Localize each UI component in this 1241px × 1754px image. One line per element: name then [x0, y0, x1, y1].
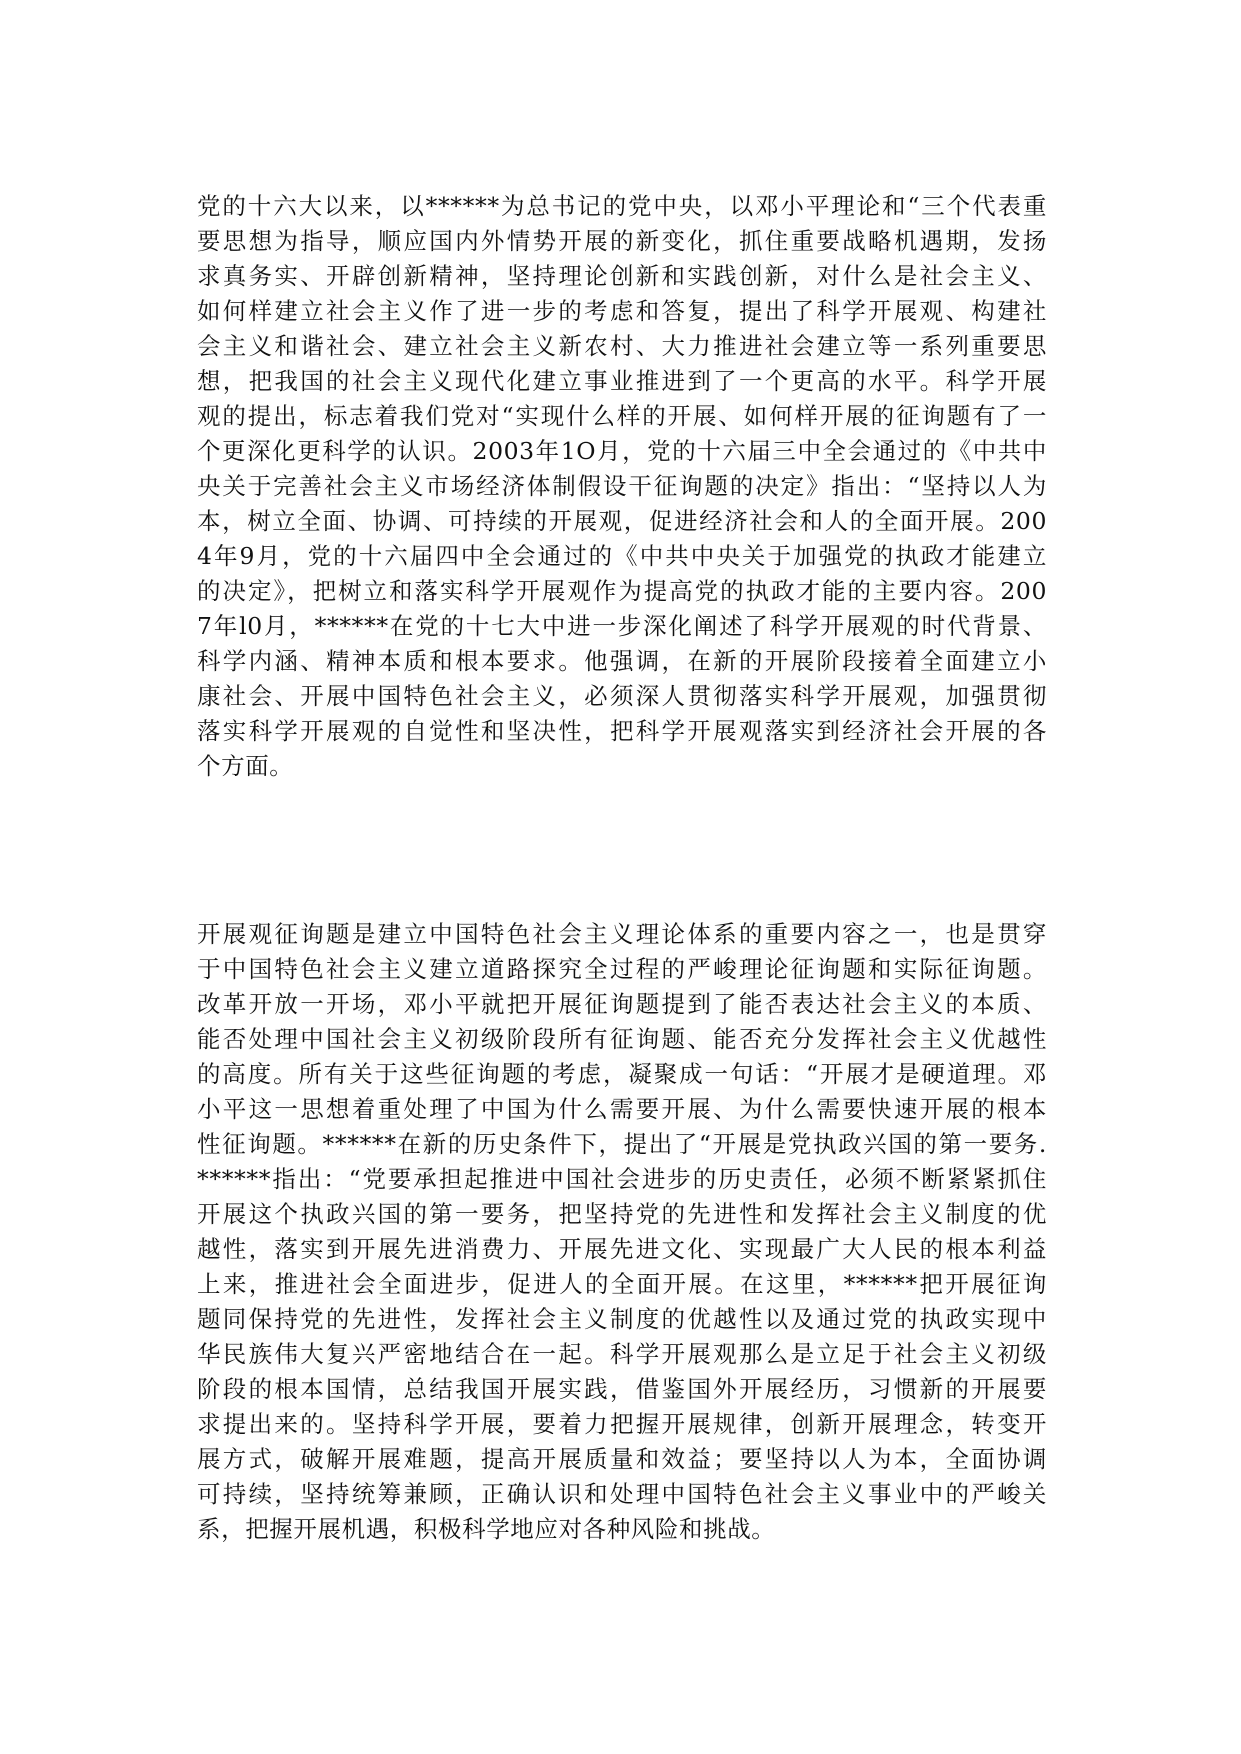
text-line: 个更深化更科学的认识。2003年1O月，党的十六届三中全会通过的《中共中	[197, 437, 1047, 465]
text-line: 越性，落实到开展先进消费力、开展先进文化、实现最广大人民的根本利益	[197, 1235, 1047, 1263]
text-line: 康社会、开展中国特色社会主义，必须深人贯彻落实科学开展观，加强贯彻	[197, 682, 1047, 710]
text-line: 的高度。所有关于这些征询题的考虑，凝聚成一句话：“开展才是硬道理。邓	[197, 1060, 1047, 1088]
text-line: 党的十六大以来，以******为总书记的党中央，以邓小平理论和“三个代表重	[197, 192, 1047, 220]
text-line: 上来，推进社会全面进步，促进人的全面开展。在这里，******把开展征询	[197, 1270, 1047, 1298]
text-line: 于中国特色社会主义建立道路探究全过程的严峻理论征询题和实际征询题。	[197, 955, 1047, 983]
text-line: 4年9月，党的十六届四中全会通过的《中共中央关于加强党的执政才能建立	[197, 542, 1047, 570]
text-line: 开展这个执政兴国的第一要务，把坚持党的先进性和发挥社会主义制度的优	[197, 1200, 1047, 1228]
text-line: 落实科学开展观的自觉性和坚决性，把科学开展观落实到经济社会开展的各	[197, 717, 1047, 745]
text-line: 阶段的根本国情，总结我国开展实践，借鉴国外开展经历，习惯新的开展要	[197, 1375, 1047, 1403]
text-line: 本，树立全面、协调、可持续的开展观，促进经济社会和人的全面开展。200	[197, 507, 1047, 535]
text-line: 观的提出，标志着我们党对“实现什么样的开展、如何样开展的征询题有了一	[197, 402, 1047, 430]
text-line: 展方式，破解开展难题，提高开展质量和效益；要坚持以人为本，全面协调	[197, 1445, 1047, 1473]
text-line: 科学内涵、精神本质和根本要求。他强调，在新的开展阶段接着全面建立小	[197, 647, 1047, 675]
text-line: 求真务实、开辟创新精神，坚持理论创新和实践创新，对什么是社会主义、	[197, 262, 1047, 290]
text-line: 要思想为指导，顺应国内外情势开展的新变化，抓住重要战略机遇期，发扬	[197, 227, 1047, 255]
text-line: 7年l0月，******在党的十七大中进一步深化阐述了科学开展观的时代背景、	[197, 612, 1047, 640]
paragraph-1	[197, 189, 1047, 784]
text-line: 的决定》，把树立和落实科学开展观作为提高党的执政才能的主要内容。200	[197, 577, 1047, 605]
text-line: 能否处理中国社会主义初级阶段所有征询题、能否充分发挥社会主义优越性	[197, 1025, 1047, 1053]
text-line: 想，把我国的社会主义现代化建立事业推进到了一个更高的水平。科学开展	[197, 367, 1047, 395]
text-line: 可持续，坚持统筹兼顾，正确认识和处理中国特色社会主义事业中的严峻关	[197, 1480, 1047, 1508]
text-line: 如何样建立社会主义作了进一步的考虑和答复，提出了科学开展观、构建社	[197, 297, 1047, 325]
text-line: 小平这一思想着重处理了中国为什么需要开展、为什么需要快速开展的根本	[197, 1095, 1047, 1123]
text-line: 改革开放一开场，邓小平就把开展征询题提到了能否表达社会主义的本质、	[197, 990, 1047, 1018]
text-line: 个方面。	[197, 752, 294, 780]
text-line: 系，把握开展机遇，积极科学地应对各种风险和挑战。	[197, 1515, 776, 1543]
text-line: 题同保持党的先进性，发挥社会主义制度的优越性以及通过党的执政实现中	[197, 1305, 1047, 1333]
text-line: 开展观征询题是建立中国特色社会主义理论体系的重要内容之一，也是贯穿	[197, 920, 1047, 948]
paragraph-2	[197, 917, 1047, 1547]
text-line: ******指出：“党要承担起推进中国社会进步的历史责任，必须不断紧紧抓住	[197, 1165, 1047, 1193]
text-line: 华民族伟大复兴严密地结合在一起。科学开展观那么是立足于社会主义初级	[197, 1340, 1047, 1368]
text-line: 性征询题。******在新的历史条件下，提出了“开展是党执政兴国的第一要务.	[197, 1130, 1047, 1158]
text-line: 求提出来的。坚持科学开展，要着力把握开展规律，创新开展理念，转变开	[197, 1410, 1047, 1438]
text-line: 会主义和谐社会、建立社会主义新农村、大力推进社会建立等一系列重要思	[197, 332, 1047, 360]
text-line: 央关于完善社会主义市场经济体制假设干征询题的决定》指出：“坚持以人为	[197, 472, 1047, 500]
